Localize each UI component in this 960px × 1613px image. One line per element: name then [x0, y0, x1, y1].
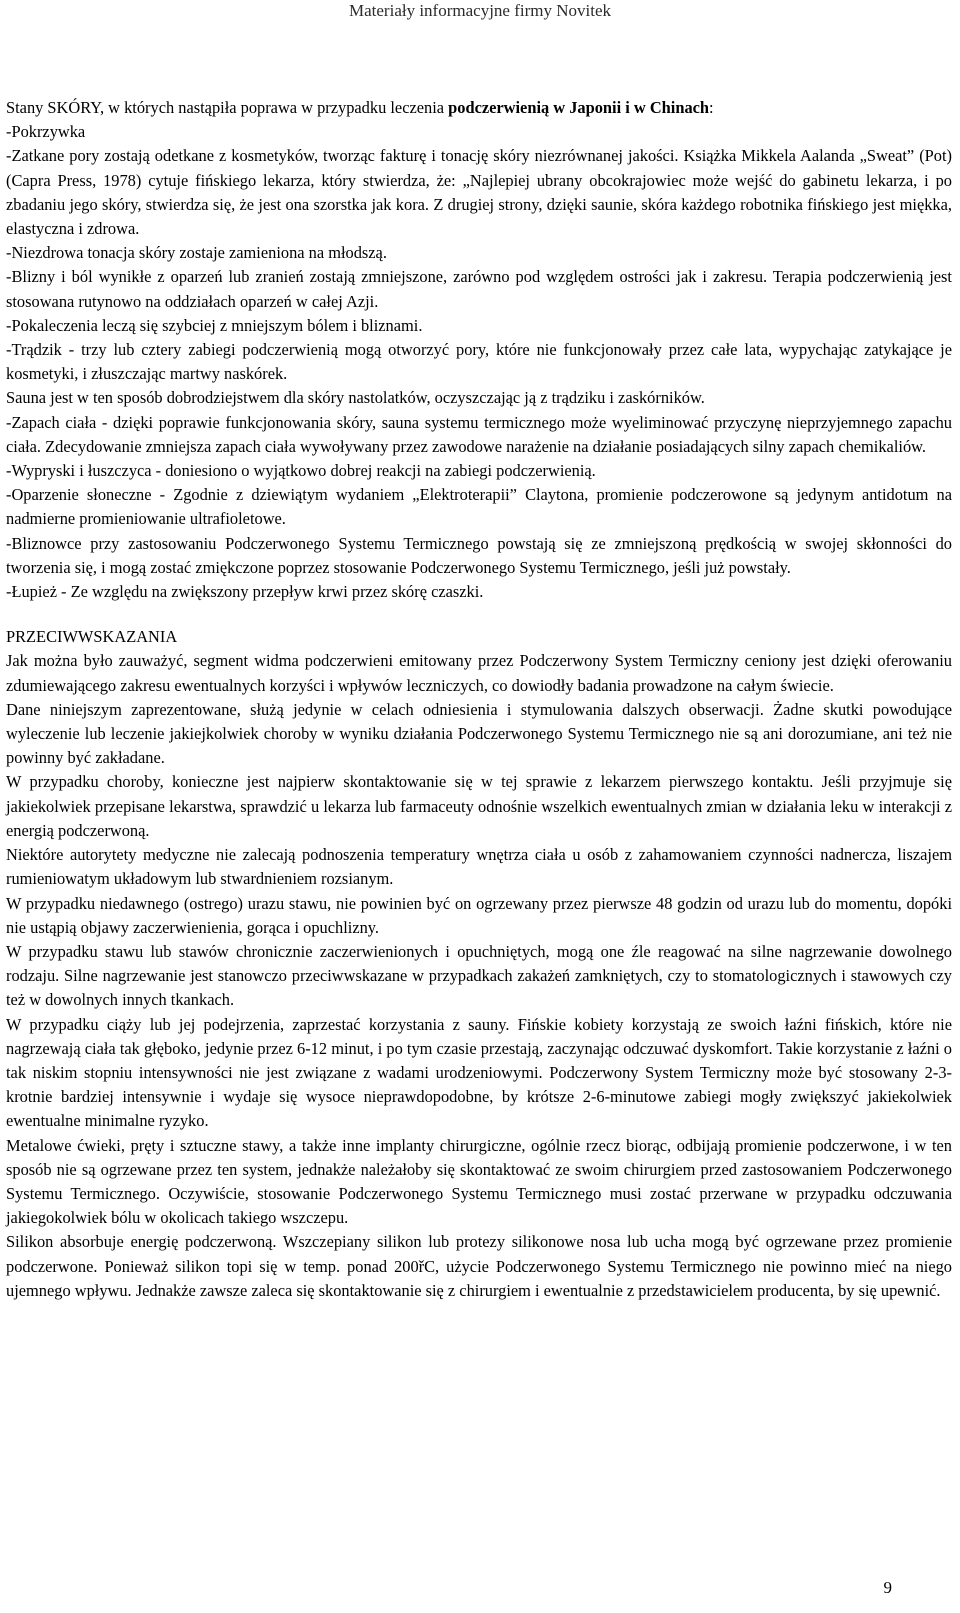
contraindications-paragraph: Jak można było zauważyć, segment widma podczerwieni emitowany przez Podczerwony System Termiczny ceniony jest dzięki oferowaniu zdumiewającego zakresu ewentualnych korzyści i wpływów leczniczych, co dowiodły badania prowadzone na całym świecie. — [6, 651, 952, 695]
contraindications-paragraph: Dane niniejszym zaprezentowane, służą jedynie w celach odniesienia i stymulowania dalszych obserwacji. Żadne skutki powodujące wyleczenie lub leczenie jakiejkolwiek choroby w wyniku działania Podczerwonego Systemu Termicznego nie są ani dorozumiane, ani też nie powinny być zakładane. — [6, 699, 952, 768]
header-title: Materiały informacyjne firmy Novitek — [349, 1, 611, 20]
contraindications-paragraph: W przypadku niedawnego (ostrego) urazu stawu, nie powinien być on ogrzewany przez pierwsze 48 godzin od urazu lub do momentu, dopóki nie ustąpią objawy zaczerwienienia, gorąca i opuchlizny. — [6, 893, 952, 937]
skin-item-sunburn: -Oparzenie słoneczne - Zgodnie z dziewiątym wydaniem „Elektroterapii” Claytona, promienie podczerowone są jedynym antidotum na nadmierne promieniowanie ultrafioletowe. — [6, 485, 952, 529]
skin-intro-colon: : — [709, 98, 714, 117]
skin-item-body-odor: -Zapach ciała - dzięki poprawie funkcjonowania skóry, sauna systemu termicznego może wyeliminować przyczynę nieprzyjemnego zapachu ciała. Zdecydowanie zmniejsza zapach ciała wywoływany przez zawodowe narażenie na działanie posiadających silny zapach chemikaliów. — [6, 412, 952, 456]
document-body — [6, 96, 952, 1303]
skin-item-keloids: -Bliznowce przy zastosowaniu Podczerwonego Systemu Termicznego powstają się ze zmniejszoną prędkością w swojej skłonności do tworzenia się, i mogą zostać zmiękczone poprzez stosowanie Podczerwonego Systemu Termicznego, jeśli już powstały. — [6, 533, 952, 577]
contraindications-heading: PRZECIWWSKAZANIA — [6, 627, 178, 647]
skin-item-acne: -Trądzik - trzy lub cztery zabiegi podczerwienią mogą otworzyć pory, które nie funkcjonowały przez całe lata, wypychając zatykające je kosmetyki, i złuszczając martwy naskórek. — [6, 340, 952, 384]
skin-intro-bold: podczerwienią w Japonii i w Chinach — [448, 98, 710, 117]
contraindications-paragraph: Metalowe ćwieki, pręty i sztuczne stawy, a także inne implanty chirurgiczne, ogólnie rzecz biorąc, odbijają promienie podczerwone, i w ten sposób nie są ogrzewane przez ten system, jednakże należałoby się skontaktować ze swoim chirurgiem przed zastosowaniem Podczerwonego Systemu Termicznego. Oczywiście, stosowanie Podczerwonego Systemu Termicznego musi zostać przerwane w przypadku odczuwania jakiegokolwiek bólu w okolicach takiego wszczepu. — [6, 1135, 952, 1228]
page-header — [0, 0, 960, 24]
skin-intro — [6, 96, 952, 120]
skin-item-eczema: -Wypryski i łuszczyca - doniesiono o wyjątkowo dobrej reakcji na zabiegi podczerwienią. — [6, 461, 596, 481]
contraindications-paragraph: W przypadku choroby, konieczne jest najpierw skontaktowanie się w tej sprawie z lekarzem pierwszego kontaktu. Jeśli przyjmuje się jakiekolwiek przepisane lekarstwa, sprawdzić u lekarza lub farmaceuty odnośnie wszelkich ewentualnych zmian w działania leku w interakcji z energią podczerwoną. — [6, 772, 952, 840]
skin-item-pores: -Zatkane pory zostają odetkane z kosmetyków, tworząc fakturę i tonację skóry niezrównanej jakości. Książka Mikkela Aalanda „Sweat” (Pot) (Capra Press, 1978) cytuje fińskiego lekarza, który stwierdza, że: „Najlepiej ubrany obcokrajowiec może wejść do gabinetu lekarza, i po zbadaniu jego skóry, stwierdza się, że jest ona szorstka jak kora. Z drugiej strony, dzięki saunie, skóra każdego robotnika fińskiego jest miękka, elastyczna i zdrowa. — [6, 146, 952, 239]
contraindications-paragraph: Niektóre autorytety medyczne nie zalecają podnoszenia temperatury wnętrza ciała u osób z zahamowaniem czynności nadnercza, liszajem rumieniowatym układowym lub stwardnieniem rozsianym. — [6, 845, 952, 889]
page-number: 9 — [883, 1578, 892, 1597]
contraindications-paragraph: Silikon absorbuje energię podczerwoną. Wszczepiany silikon lub protezy silikonowe nosa lub ucha mogą być ogrzewane przez promienie podczerwone. Ponieważ silikon topi się w temp. ponad 200řC, użycie Podczerwonego Systemu Termicznego nie powinno mieć na niego ujemnego wpływu. Jednakże zawsze zaleca się skontaktowanie się z chirurgiem i ewentualnie z przedstawicielem producenta, by się upewnić. — [6, 1232, 952, 1300]
contraindications-paragraph: W przypadku stawu lub stawów chronicznie zaczerwienionych i opuchniętych, mogą one źle reagować na silne nagrzewanie dowolnego rodzaju. Silne nagrzewanie jest stanowczo przeciwwskazane w przypadkach zakażeń zamkniętych, czy to stomatologicznych i stawowych czy też w dowolnych innych tkankach. — [6, 941, 952, 1010]
skin-item-sauna-teens: Sauna jest w ten sposób dobrodziejstwem dla skóry nastolatków, oczyszczając ją z trądziku i zaskórników. — [6, 388, 705, 408]
contraindications-paragraph: W przypadku ciąży lub jej podejrzenia, zaprzestać korzystania z sauny. Fińskie kobiety korzystają ze swoich łaźni fińskich, które nie nagrzewają ciała tak głęboko, jedynie przez 6-12 minut, i po tym czasie przestają, zaczynając odczuwać dyskomfort. Takie korzystanie z łaźni o tak niskim stopniu intensywności nie jest związane z wadami urodzeniowymi. Podczerwony System Termiczny może być stosowany 2-3-krotnie bardziej intensywnie i wydaje się wysoce nieprawdopodobne, by krótsze 2-6-minutowe zabiegi mogły zwiększyć jakiekolwiek ewentualne minimalne ryzyko. — [6, 1014, 952, 1131]
skin-item-cuts: -Pokaleczenia leczą się szybciej z mniejszym bólem i bliznami. — [6, 315, 423, 335]
skin-item-hives: -Pokrzywka — [6, 122, 86, 142]
skin-item-scars: -Blizny i ból wynikłe z oparzeń lub zranień zostają zmniejszone, zarówno pod względem ostrości jak i zakresu. Terapia podczerwienią jest stosowana rutynowo na oddziałach oparzeń w całej Azji. — [6, 267, 952, 311]
skin-item-dandruff: -Łupież - Ze względu na zwiększony przepływ krwi przez skórę czaszki. — [6, 582, 484, 602]
skin-intro-text: Stany SKÓRY, w których nastąpiła poprawa w przypadku leczenia — [6, 98, 449, 117]
skin-item-tone: -Niezdrowa tonacja skóry zostaje zamieniona na młodszą. — [6, 243, 387, 263]
